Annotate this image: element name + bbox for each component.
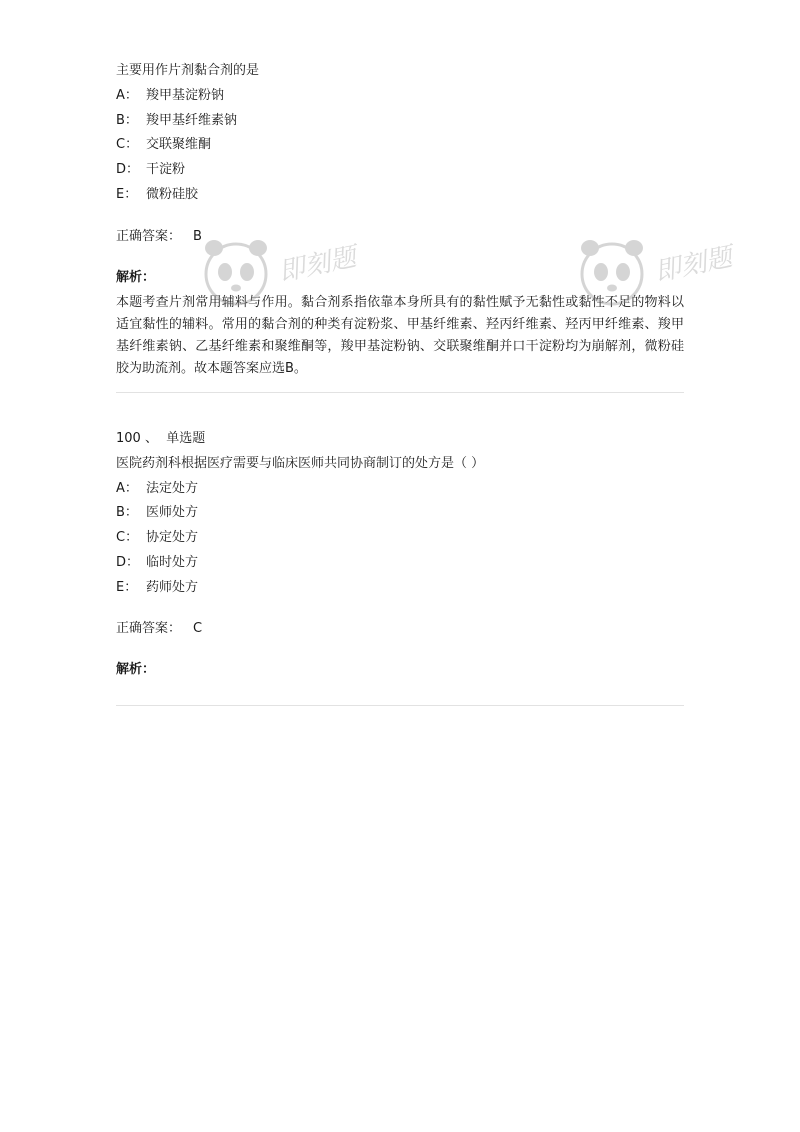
- option-text: 交联聚维酮: [146, 137, 212, 152]
- option-text: 协定处方: [146, 530, 199, 545]
- answer-value: B: [193, 229, 202, 244]
- option-letter: E：: [116, 580, 138, 595]
- answer-label: 正确答案：: [116, 621, 182, 636]
- option-letter: E：: [116, 187, 138, 202]
- analysis-label: 解析：: [116, 270, 156, 285]
- option-letter: B：: [116, 505, 138, 520]
- option-text: 临时处方: [146, 555, 199, 570]
- question-header: [116, 430, 205, 448]
- analysis-label: 解析：: [116, 662, 156, 677]
- option-e[interactable]: [116, 186, 198, 204]
- option-a[interactable]: [116, 480, 198, 498]
- correct-answer: [116, 620, 202, 638]
- option-b[interactable]: [116, 504, 198, 522]
- option-letter: C：: [116, 137, 139, 152]
- option-text: 微粉硅胶: [146, 187, 199, 202]
- answer-value: C: [193, 621, 203, 636]
- option-d[interactable]: [116, 554, 198, 572]
- question-stem: 主要用作片剂黏合剂的是: [116, 63, 260, 78]
- option-text: 羧甲基淀粉钠: [146, 88, 225, 103]
- option-letter: D：: [116, 162, 140, 177]
- watermark-text: 即刻题: [652, 242, 735, 288]
- option-text: 医师处方: [146, 505, 199, 520]
- analysis-text: 本题考查片剂常用辅料与作用。黏合剂系指依靠本身所具有的黏性赋予无黏性或黏性不足的物料以适宜黏性的辅料。常用的黏合剂的种类有淀粉浆、甲基纤维素、羟丙纤维素、羟丙甲纤维素、羧甲基纤维素钠、乙基纤维素和聚维酮等，羧甲基淀粉钠、交联聚维酮并口干淀粉均为崩解剂，微粉硅胶为助流剂。故本题答案应选B。: [116, 295, 684, 376]
- question-type: 单选题: [166, 431, 206, 446]
- option-e[interactable]: [116, 579, 198, 597]
- option-b[interactable]: [116, 112, 237, 130]
- answer-label: 正确答案：: [116, 229, 182, 244]
- watermark-text: 即刻题: [276, 242, 359, 288]
- divider: [116, 392, 684, 393]
- option-letter: B：: [116, 113, 138, 128]
- option-letter: A：: [116, 88, 138, 103]
- option-letter: D：: [116, 555, 140, 570]
- option-text: 法定处方: [146, 481, 199, 496]
- divider: [116, 705, 684, 706]
- question-stem: 医院药剂科根据医疗需要与临床医师共同协商制订的处方是（ ）: [116, 456, 485, 471]
- option-text: 羧甲基纤维素钠: [146, 113, 238, 128]
- option-c[interactable]: [116, 529, 198, 547]
- option-d[interactable]: [116, 161, 185, 179]
- correct-answer: [116, 228, 202, 246]
- option-letter: A：: [116, 481, 138, 496]
- option-text: 药师处方: [146, 580, 199, 595]
- question-number: 100 、: [116, 431, 158, 446]
- option-a[interactable]: [116, 87, 224, 105]
- option-letter: C：: [116, 530, 139, 545]
- option-c[interactable]: [116, 136, 211, 154]
- option-text: 干淀粉: [146, 162, 186, 177]
